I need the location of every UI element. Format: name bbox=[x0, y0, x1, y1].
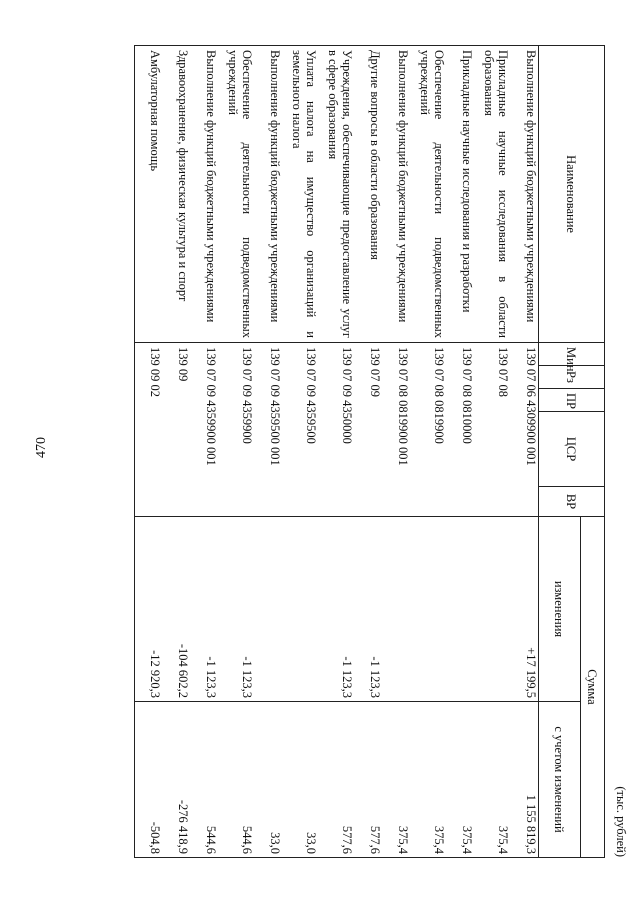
table-row bbox=[163, 46, 191, 858]
row-change: -1 123,3 bbox=[319, 517, 355, 702]
page-number: 470 bbox=[34, 437, 49, 458]
row-code: 139 07 09 4350000 bbox=[319, 343, 355, 517]
row-name: Амбулаторная помощь bbox=[135, 46, 163, 343]
table-row bbox=[283, 46, 319, 858]
row-total: 33,0 bbox=[283, 702, 319, 858]
row-code: 139 07 06 4309900 001 bbox=[511, 343, 539, 517]
row-total: 544,6 bbox=[219, 702, 255, 858]
row-total: 544,6 bbox=[191, 702, 219, 858]
row-name: Обеспечение деятельности подведомственных учреждений bbox=[219, 46, 255, 343]
header-change: изменения bbox=[539, 517, 581, 702]
row-code: 139 07 09 4359900 001 bbox=[191, 343, 219, 517]
row-total: -504,8 bbox=[135, 702, 163, 858]
table-row bbox=[355, 46, 383, 858]
row-change: -12 920,3 bbox=[135, 517, 163, 702]
row-code: 139 07 09 bbox=[355, 343, 383, 517]
table-row bbox=[191, 46, 219, 858]
row-name: Выполнение функций бюджетными учреждениями bbox=[255, 46, 283, 343]
row-change: +17 199,5 bbox=[511, 517, 539, 702]
header-vr: ВР bbox=[539, 487, 605, 517]
row-name: Другие вопросы в области образования bbox=[355, 46, 383, 343]
row-code: 139 07 08 bbox=[475, 343, 511, 517]
row-total: 375,4 bbox=[475, 702, 511, 858]
table-row bbox=[135, 46, 163, 858]
header-rz: Рз bbox=[539, 366, 605, 389]
row-total: 1 155 819,3 bbox=[511, 702, 539, 858]
row-code: 139 07 08 0819900 001 bbox=[383, 343, 411, 517]
header-csr: ЦСР bbox=[539, 412, 605, 487]
table-row bbox=[511, 46, 539, 858]
table-row bbox=[319, 46, 355, 858]
row-code: 139 07 08 0810000 bbox=[447, 343, 475, 517]
row-total: 577,6 bbox=[319, 702, 355, 858]
units-label: (тыс. рублей) bbox=[614, 786, 628, 857]
row-change bbox=[475, 517, 511, 702]
row-change bbox=[255, 517, 283, 702]
row-name: Обеспечение деятельности подведомственных учреждений bbox=[411, 46, 447, 343]
row-code: 139 07 09 4359900 bbox=[219, 343, 255, 517]
table-row bbox=[219, 46, 255, 858]
table-row bbox=[475, 46, 511, 858]
row-code: 139 07 09 4359500 001 bbox=[255, 343, 283, 517]
row-change bbox=[283, 517, 319, 702]
row-total: -276 418,9 bbox=[163, 702, 191, 858]
row-name: Выполнение функций бюджетными учреждениями bbox=[191, 46, 219, 343]
row-change: -104 602,2 bbox=[163, 517, 191, 702]
header-sum: Сумма bbox=[581, 517, 605, 858]
row-name: Здравоохранение, физическая культура и спорт bbox=[163, 46, 191, 343]
header-with-change: с учетом изменений bbox=[539, 702, 581, 858]
row-total: 375,4 bbox=[411, 702, 447, 858]
row-name: Выполнение функций бюджетными учреждениями bbox=[511, 46, 539, 343]
rotated-table-container bbox=[95, 45, 628, 857]
row-name: Уплата налога на имущество организаций и земельного налога bbox=[283, 46, 319, 343]
row-change: -1 123,3 bbox=[355, 517, 383, 702]
row-name: Прикладные научные исследования в области образования bbox=[475, 46, 511, 343]
row-change: -1 123,3 bbox=[191, 517, 219, 702]
header-name: Наименование bbox=[539, 46, 605, 343]
row-name: Учреждения, обеспечивающие предоставление услуг в сфере образования bbox=[319, 46, 355, 343]
table-row bbox=[255, 46, 283, 858]
table-row bbox=[411, 46, 447, 858]
row-code: 139 07 08 0819900 bbox=[411, 343, 447, 517]
row-change bbox=[411, 517, 447, 702]
header-pr: ПР bbox=[539, 389, 605, 412]
row-code: 139 09 bbox=[163, 343, 191, 517]
row-change bbox=[383, 517, 411, 702]
row-total: 577,6 bbox=[355, 702, 383, 858]
budget-table bbox=[134, 45, 605, 858]
row-name: Выполнение функций бюджетными учреждениями bbox=[383, 46, 411, 343]
row-code: 139 07 09 4359500 bbox=[283, 343, 319, 517]
row-name: Прикладные научные исследования и разработки bbox=[447, 46, 475, 343]
row-total: 375,4 bbox=[447, 702, 475, 858]
header-min: Мин bbox=[539, 343, 605, 366]
table-row bbox=[383, 46, 411, 858]
row-change: -1 123,3 bbox=[219, 517, 255, 702]
row-code: 139 09 02 bbox=[135, 343, 163, 517]
row-total: 375,4 bbox=[383, 702, 411, 858]
table-row bbox=[447, 46, 475, 858]
row-change bbox=[447, 517, 475, 702]
row-total: 33,0 bbox=[255, 702, 283, 858]
